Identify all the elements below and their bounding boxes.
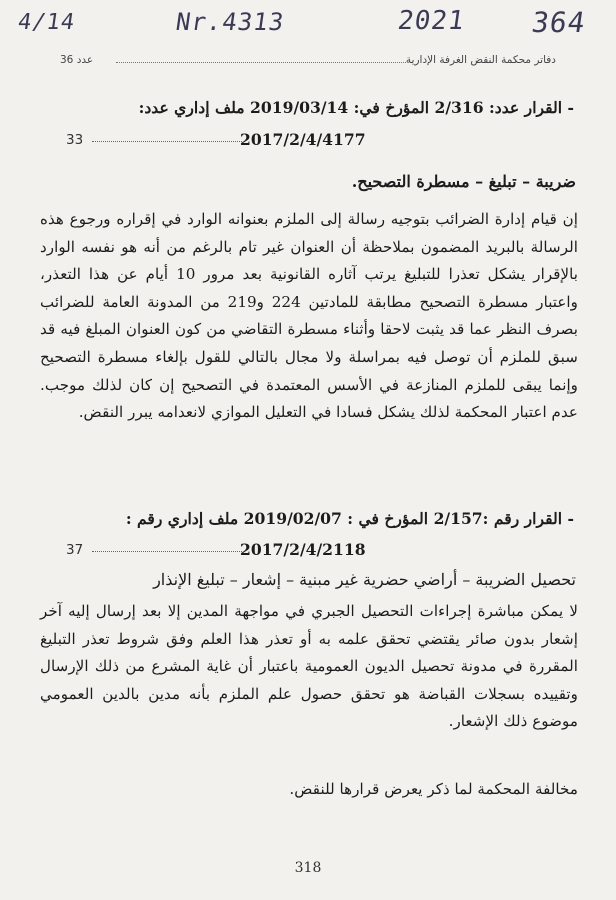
keywords: تحصيل الضريبة – أراضي حضرية غير مبنية – إشعار – تبليغ الإنذار	[153, 570, 576, 589]
reference-number: 33	[66, 132, 84, 148]
issue-number: عدد 36	[60, 54, 94, 66]
decision-header-line: - القرار رقم :2/157 المؤرخ في : 2019/02/07 ملف إداري رقم :	[125, 509, 574, 528]
journal-title: دفاتر محكمة النقض الغرفة الإدارية	[405, 54, 556, 66]
keywords: ضريبة – تبليغ – مسطرة التصحيح.	[351, 172, 576, 191]
decision-header	[38, 94, 574, 121]
handwritten-note-left: 4/14	[16, 10, 77, 35]
reference-number: 37	[66, 542, 84, 558]
decision-summary: إن قيام إدارة الضرائب بتوجيه رسالة إلى الملزم بعنوانه الوارد في إقراره ورجوع هذه الرسالة بالبريد المضمون بملاحظة أن العنوان غير تام بالرغم من أنه هو نفسه الوارد بالإقرار يشكل تعذرا للتبليغ يرتب آثاره القانونية بعد مرور 10 أيام عن هذا التعذر، واعتبار مسطرة التصحيح مطابقة للمادتين 224 و219 من المدونة العامة للضرائب بصرف النظر عما قد يثبت لاحقا وأثناء مسطرة التقاضي من كون العنوان المبلغ فيه قد سبق للملزم أن توصل فيه بمراسلة ولا مجال بالتالي للقول بإلغاء مسطرة التصحيح وإنما يبقى للملزم المنازعة في الأسس المعتمدة في التصحيح إن كان لذلك موجب. عدم اعتبار المحكمة لذلك يشكل فسادا في التعليل الموازي لانعدامه يبرر النقض.	[40, 210, 578, 422]
file-number: 2017/2/4/2118	[240, 540, 366, 559]
running-head	[60, 52, 556, 72]
decision-header-line: - القرار عدد: 2/316 المؤرخ في: 2019/03/14 ملف إداري عدد:	[138, 98, 574, 117]
reference-leader	[92, 551, 242, 552]
decision-file-number	[240, 126, 546, 153]
decision-file-number	[240, 536, 546, 563]
handwritten-file-ref: Nr.4313	[174, 8, 287, 36]
decision-conclusion: مخالفة المحكمة لما ذكر يعرض قرارها للنقض.	[289, 780, 578, 798]
decision-header	[38, 505, 574, 532]
file-number: 2017/2/4/4177	[240, 130, 366, 149]
page-number: 318	[294, 860, 322, 876]
handwritten-year: 2021	[395, 6, 467, 36]
decision-summary: لا يمكن مباشرة إجراءات التحصيل الجبري في مواجهة المدين إلا بعد إرسال إليه آخر إشعار بدون صائر يقتضي تحقق علمه به أو تعذر هذا العلم وفق شروط تعذر التبليغ المقررة في مدونة تحصيل الديون العمومية باعتبار أن غاية المشرع من ذلك الإرسال وتقييده بسجلات القباضة هو تحقق حصول علم الملزم بأنه مدين بالدين العمومي موضوع ذلك الإشعار.	[40, 602, 578, 731]
reference-leader	[92, 141, 242, 142]
running-head-divider	[116, 62, 406, 63]
handwritten-page-ref: 364	[529, 6, 588, 39]
